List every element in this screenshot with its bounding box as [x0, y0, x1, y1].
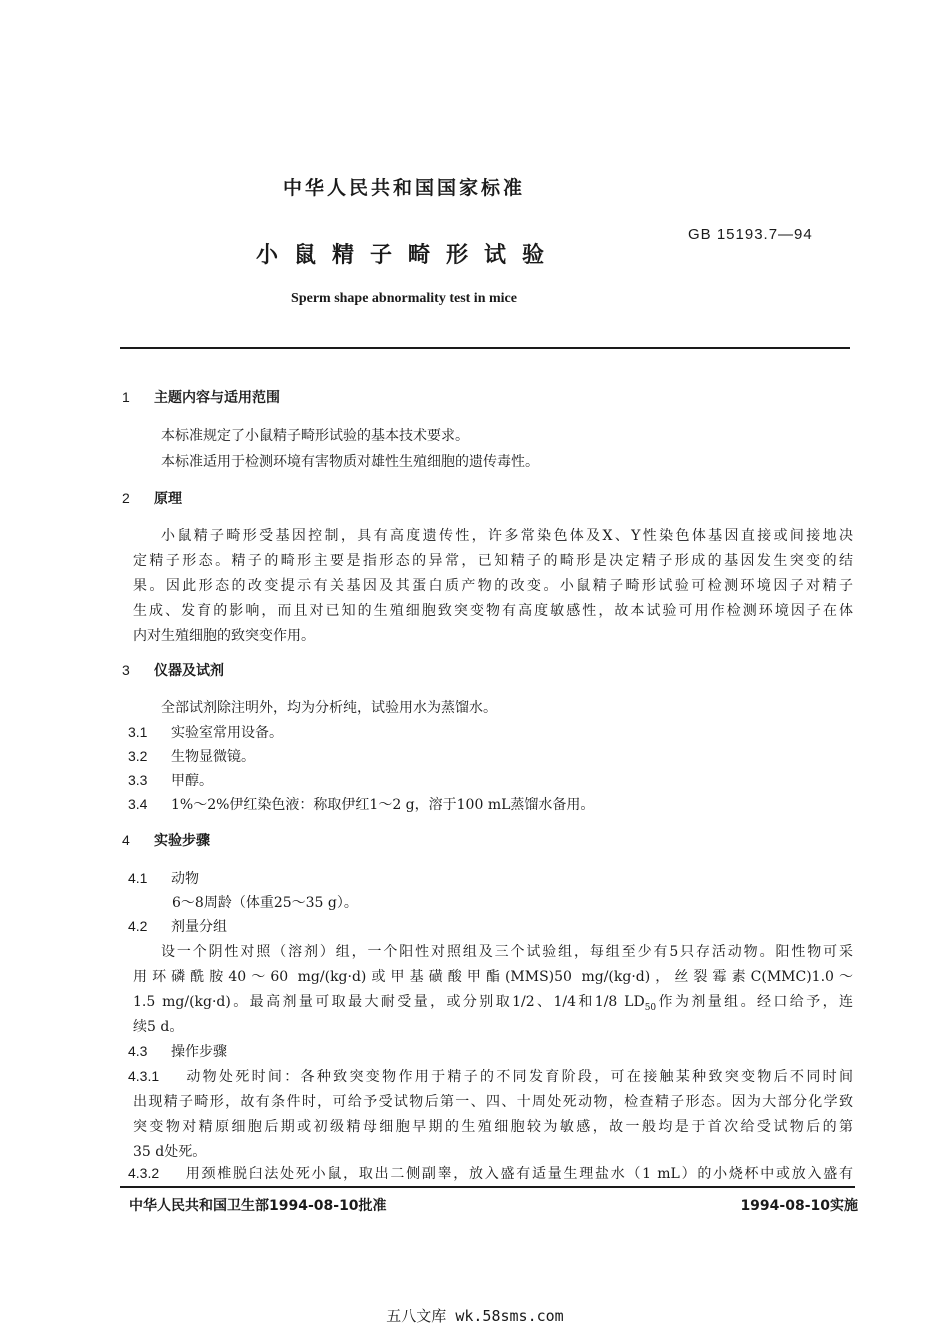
section-number: 3	[122, 662, 130, 678]
subsection-title: 动物	[171, 871, 199, 887]
paragraph: 本标准规定了小鼠精子畸形试验的基本技术要求。	[161, 428, 469, 444]
section-2-heading	[122, 488, 182, 508]
watermark: 五八文库 wk.58sms.com	[386, 1307, 564, 1325]
paragraph-line	[133, 991, 853, 1013]
paragraph: 6～8周龄（体重25～35 g）。	[172, 895, 358, 911]
paragraph-line: 小鼠精子畸形受基因控制，具有高度遗传性，许多常染色体及X、Y性染色体基因直接或间接地决	[161, 528, 853, 544]
paragraph: 全部试剂除注明外，均为分析纯，试验用水为蒸馏水。	[161, 700, 497, 716]
item-text: 生物显微镜。	[171, 749, 255, 765]
standard-code: GB 15193.7—94	[688, 226, 813, 243]
text-run: 作为剂量组。经口给予，连	[656, 994, 853, 1010]
section-title: 主题内容与适用范围	[154, 390, 280, 406]
section-title: 仪器及试剂	[154, 663, 224, 679]
subsection-4-3-2-line	[128, 1163, 853, 1183]
subsection-number: 4.3.1	[128, 1068, 160, 1084]
section-title: 实验步骤	[154, 833, 210, 849]
text-run: 动物处死时间：各种致突变物作用于精子的不同发育阶段，可在接触某种致突变物后不同时间	[184, 1069, 853, 1085]
paragraph-line: 35 d处死。	[133, 1144, 207, 1160]
list-item	[128, 722, 283, 742]
document-title: 小鼠精子畸形试验	[255, 243, 560, 268]
section-title: 原理	[154, 491, 182, 507]
section-number: 2	[122, 490, 130, 506]
paragraph-line: 定精子形态。精子的畸形主要是指形态的异常，已知精子的畸形是决定精子形成的基因发生突变的结	[133, 553, 853, 569]
paragraph: 本标准适用于检测环境有害物质对雄性生殖细胞的遗传毒性。	[161, 454, 539, 470]
paragraph-line: 续5 d。	[133, 1019, 184, 1035]
item-number: 3.1	[128, 724, 148, 740]
section-number: 4	[122, 832, 130, 848]
section-1-heading	[122, 387, 280, 407]
subsection-title: 剂量分组	[171, 919, 227, 935]
paragraph-line: 出现精子畸形，故有条件时，可给予受试物后第一、四、十周处死动物，检查精子形态。因为大部分化学致	[133, 1094, 853, 1110]
subscript: 50	[644, 1002, 657, 1013]
subsection-4-1-heading	[128, 868, 199, 888]
subsection-number: 4.3	[128, 1043, 148, 1059]
text-run: 1.5 mg/(kg·d)。最高剂量可取最大耐受量，或分别取1/2、1/4和1/8 LD	[133, 994, 645, 1010]
header-divider	[120, 347, 850, 349]
list-item	[128, 746, 255, 766]
section-3-heading	[122, 660, 224, 680]
paragraph-line: 设一个阴性对照（溶剂）组，一个阳性对照组及三个试验组，每组至少有5只存活动物。阳性物可采	[161, 944, 853, 960]
effective-date-line: 1994-08-10实施	[740, 1198, 858, 1214]
item-text: 实验室常用设备。	[171, 725, 283, 741]
item-number: 3.4	[128, 796, 148, 812]
item-text: 1%～2%伊红染色液：称取伊红1～2 g，溶于100 mL蒸馏水备用。	[171, 797, 595, 813]
item-text: 甲醇。	[171, 773, 213, 789]
document-subtitle-english: Sperm shape abnormality test in mice	[291, 291, 517, 306]
item-number: 3.2	[128, 748, 148, 764]
paragraph-line: 生成、发育的影响，而且对已知的生殖细胞致突变物有高度敏感性，故本试验可用作检测环境因子在体	[133, 603, 853, 619]
section-number: 1	[122, 389, 130, 405]
paragraph-line: 果。因此形态的改变提示有关基因及其蛋白质产物的改变。小鼠精子畸形试验可检测环境因子对精子	[133, 578, 853, 594]
list-item	[128, 770, 213, 790]
subsection-4-2-heading	[128, 916, 227, 936]
subsection-number: 4.2	[128, 918, 148, 934]
item-number: 3.3	[128, 772, 148, 788]
paragraph-line: 内对生殖细胞的致突变作用。	[133, 628, 315, 644]
list-item	[128, 794, 594, 814]
subsection-title: 操作步骤	[171, 1044, 227, 1060]
paragraph-line: 用环磷酰胺40～60 mg/(kg·d)或甲基磺酸甲酯(MMS)50 mg/(kg·d)，丝裂霉素C(MMC)1.0～	[133, 969, 853, 985]
subsection-4-3-heading	[128, 1041, 227, 1061]
subsection-number: 4.1	[128, 870, 148, 886]
subsection-number: 4.3.2	[128, 1165, 160, 1181]
approval-line: 中华人民共和国卫生部1994-08-10批准	[129, 1198, 387, 1214]
paragraph-line: 突变物对精原细胞后期或初级精母细胞早期的生殖细胞较为敏感，故一般均是于首次给受试物后的第	[133, 1119, 853, 1135]
subsection-4-3-1-line	[128, 1066, 853, 1086]
national-standard-header: 中华人民共和国国家标准	[282, 177, 525, 199]
text-run: 用颈椎脱臼法处死小鼠，取出二侧副睾，放入盛有适量生理盐水（1 mL）的小烧杯中或放入盛有	[184, 1166, 853, 1182]
footer-divider	[120, 1186, 855, 1188]
section-4-heading	[122, 830, 210, 850]
